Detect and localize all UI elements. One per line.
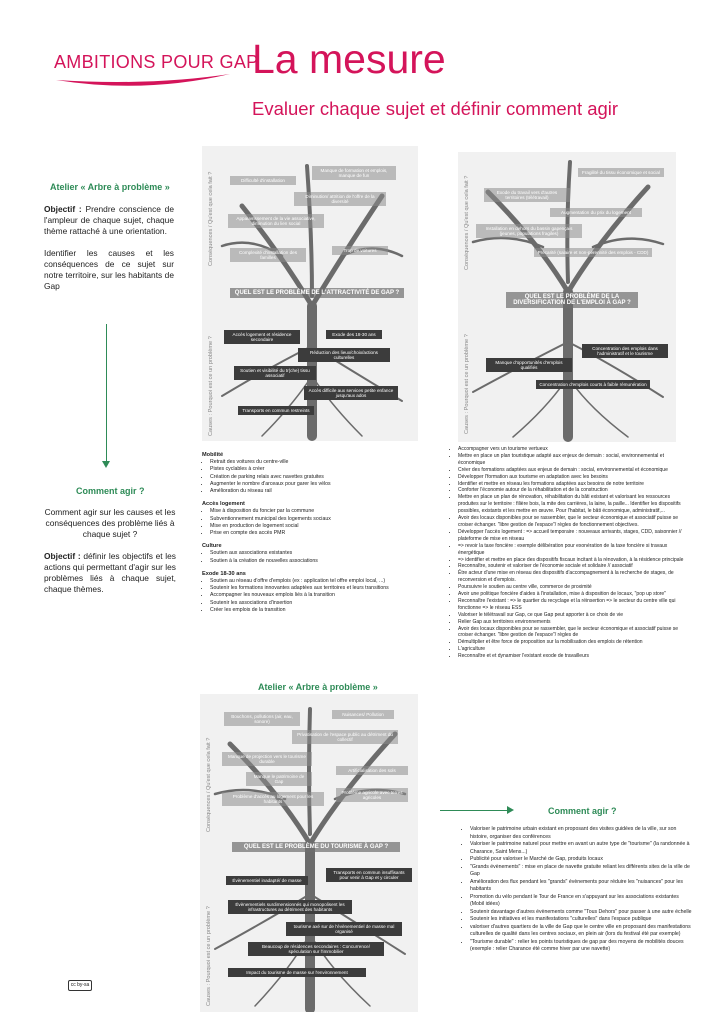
list-item: • Création de parking relais avec navettes gratuites <box>210 474 424 481</box>
list-item: • Relier Gap aux territoires environnements <box>458 619 684 626</box>
list-item: • Reconnaître, soutenir et valoriser de l'économie sociale et solidaire // associatif <box>458 563 684 570</box>
tree2-root: Concentration d'emplois courts à faible rémunération <box>536 380 650 389</box>
tree3-root: Impact du tourisme de masse sur l'environnement <box>228 968 366 977</box>
list-item: • "Tourisme durable" : relier les points touristiques de gap par des moyens de mobilités douces (exemple : relier Charance été comme hiver par une navette) <box>470 939 694 954</box>
tree1-leaf: Appauvrissement de la vie associative, diminution du lien social <box>228 214 324 228</box>
tree3-root: Transports en commun insuffisants pour venir à Gap et y circuler <box>326 868 412 882</box>
list-item: • Pistes cyclables à créer <box>210 466 424 473</box>
list-item: • Poursuivre le soutien au centre ville, commerce de proximité <box>458 584 684 591</box>
list-item: • Soutien à la création de nouvelles associations <box>210 558 424 565</box>
objectif2-bold: Objectif : <box>44 550 81 561</box>
tree3-root: Évènementiels surdimensionnés qui monopolisent les infrastructures au détriment des habitants <box>228 900 352 914</box>
tree2-root: Manque d'opportunités d'emplois qualifiés <box>486 358 572 372</box>
tree-emploi <box>458 152 676 442</box>
list-item: • Soutenir davantage d'autres évènements comme "Tous Dehors" pour passer à une autre échelle <box>470 909 694 917</box>
list-item: • "Grands évènements" : mise en place de navette gratuite reliant les différents sites de la ville de Gap <box>470 864 694 879</box>
objectif-block <box>44 204 174 302</box>
tree3-question: QUEL EST LE PROBLÈME DU TOURISME À GAP ? <box>232 842 400 852</box>
list-item: • Accompagner les nouveaux emplois liés à la transition <box>210 592 424 599</box>
tree3-leaf: Problème agricole avec terres agricoles <box>336 788 408 802</box>
list-item: • Amélioration du réseau rail <box>210 488 424 495</box>
tree1-leaf: Trop de voitures <box>332 246 388 255</box>
atelier-label: Atelier « Arbre à problème » <box>50 182 170 192</box>
list-item: • Valoriser le patrimoine urbain existant en proposant des visites guidées de la ville, sur son histoire, organiser des conférences <box>470 826 694 841</box>
identifier-text: Identifier les causes et les conséquences de ce sujet sur notre territoire, sur les habitants de Gap <box>44 247 174 292</box>
list-item: • Identifier et mettre en réseau les formations adaptées aux besoins de notre territoire <box>458 481 684 488</box>
list-item: • Soutenir les initiatives et les manifestations "culturelles" dans l'espace publique <box>470 916 694 924</box>
list-item: • Développer l'formation aux tourisme en adaptation avec les besoins <box>458 474 684 481</box>
tree3-leaf: Manque de projection vers le tourisme durable <box>222 752 312 766</box>
list-item: • Reconnaître et et dynamiser l'existant exode de travailleurs <box>458 653 684 660</box>
list-item: • Avoir des locaux disponibles pour se rassembler, que le secteur économique et associatif puisse se croiser échanger. "libre gestion de l'espace"/ règles de <box>458 626 684 640</box>
tree1-question: QUEL EST LE PROBLÈME DE L'ATTRACTIVITÉ DE GAP ? <box>230 288 404 298</box>
side-label-causes: Causes : Pourquoi est ce un problème ? <box>208 336 214 436</box>
list-item: • Conforter l'économie autour de la réhabilitation et de la construction <box>458 487 684 494</box>
tree1-leaf: Difficulté d'installation <box>230 176 296 185</box>
list-item: • Avoir une politique foncière d'aides à l'installation, mise à disposition de locaux, "pop up store" <box>458 591 684 598</box>
logo <box>54 52 259 94</box>
logo-text: AMBITIONS POUR GAP <box>54 52 259 72</box>
list-item: • Soutien au réseau d'offre d'emplois (ex : application tel offre emploi local, ...) <box>210 578 424 585</box>
swoosh-icon <box>54 72 234 90</box>
list-item: • => identifier et mettre en place des dispositifs fiscaux incitant à la rénovation, à la résidence principale <box>458 557 684 564</box>
tree2-leaf: Installation en dehors du bassin gapençais (jeunes, populations fragiles) <box>476 224 582 238</box>
tree3-root: Évènementiel inadapté/ de masse <box>226 876 308 885</box>
comment-agir-label-bottom: Comment agir ? <box>548 806 617 816</box>
section-heading: Exode 18-30 ans <box>202 570 246 577</box>
tree1-root: Soutien et visibilité du tr(che) tissu associatif <box>234 366 316 380</box>
list-item: • Créer des formations adaptées aux enjeux de demain : social, environnemental et économique <box>458 467 684 474</box>
tree3-leaf: Nuisances/ Pollution <box>332 710 394 719</box>
list-item: • Accompagner vers un tourisme vertueux <box>458 446 684 453</box>
tree2-leaf: Exode du travail vers d'autres territoires (télétravail) <box>484 188 570 202</box>
page-title: La mesure <box>252 36 446 82</box>
tree2-question: QUEL EST LE PROBLÈME DE LA DIVERSIFICATION DE L'EMPLOI À GAP ? <box>506 292 638 308</box>
tree1-leaf: Complexité d'installation des familles <box>230 248 306 262</box>
list-item: • Être acteur d'une mise en réseau des dispositifs d'accompagnement à la recherche de stages, de reconversion et d'emplois. <box>458 570 684 584</box>
tree2-leaf: Fragilité du tissu économique et social <box>578 168 664 177</box>
section-heading: Mobilité <box>202 452 224 458</box>
list-item: • Soutien aux associations existantes <box>210 550 424 557</box>
tree3-root: Beaucoup de résidences secondaires : Concurrence/ spéculation sur l'immobilier <box>248 942 384 956</box>
actions-list-emploi <box>450 446 684 666</box>
list-item: • Prise en compte des accès PMR <box>210 530 424 537</box>
arrow-right-icon <box>440 810 508 811</box>
list-item: • L'agriculture <box>458 646 684 653</box>
cc-license-badge: cc by-sa <box>68 980 92 991</box>
objectif-bold: Objectif : <box>44 204 82 214</box>
list-item: • Promotion du vélo pendant le Tour de France en s'appuyant sur les associations existantes (Mobil idées) <box>470 894 694 909</box>
arrow-down-icon <box>106 324 107 462</box>
list-item: • Retrait des voitures du centre-ville <box>210 459 424 466</box>
tree1-root: Transports en commun restreints <box>238 406 314 415</box>
side-label-causes: Causes : Pourquoi est ce un problème ? <box>464 334 470 434</box>
list-item: • Reconnaître l'existant : => le quartier du recyclage et la réinsertion => le secteur du centre ville qui fonctionne => le réseau ESS <box>458 598 684 612</box>
tree1-root: Accès difficile aux services petite enfance jusqu'aux ados <box>304 386 398 400</box>
tree3-root: tourisme axé sur de l'évènementiel de masse mal organisé <box>286 922 402 936</box>
list-item: • Amélioration des flux pendant les "grands" évènements pour réduire les "nuisances" pour les habitants <box>470 879 694 894</box>
section-heading: Culture <box>202 543 222 550</box>
page-subtitle: Evaluer chaque sujet et définir comment agir <box>252 98 619 119</box>
list-item: • Avoir des locaux disponibles pour se rassembler, que le secteur économique et associatif puisse se croiser échanger. "libre gestion de l'espace"/ règles de fonctionnement objectives. <box>458 515 684 529</box>
comment-block <box>44 507 176 605</box>
side-label-consequences: Conséquences / Qu'est que cela fait ? <box>206 737 212 832</box>
list-item: • Subventionnement municipal des logements sociaux <box>210 516 424 523</box>
tree2-leaf: Augmentation du prix du logement <box>550 208 642 217</box>
tree3-leaf: Manque le patrimoine de Gap <box>246 772 312 786</box>
side-label-consequences: Conséquences / Qu'est que cela fait ? <box>208 171 214 266</box>
side-label-causes: Causes : Pourquoi est ce un problème ? <box>206 906 212 1006</box>
list-item: • Mettre en place un plan touristique adapté aux enjeux de demain : social, environnemental et économique <box>458 453 684 467</box>
list-item: • => revoir la taxe foncière : exemple délibération pour exonération de la taxe foncière si travaux énergétique <box>458 543 684 557</box>
tree1-root: Réduction des lieux/choix/actions culturelles <box>298 348 390 362</box>
list-item: • Mise en production de logement social <box>210 523 424 530</box>
side-label-consequences: Conséquences / Qu'est que cela fait ? <box>464 175 470 270</box>
list-item: • Augmenter le nombre d'arceaux pour garer les vélos <box>210 481 424 488</box>
objectif-text: Prendre conscience de l'ampleur de chaque sujet, chaque thème rattaché à une orientation. <box>44 204 175 237</box>
comment-agir-label: Comment agir ? <box>76 486 145 496</box>
list-item: • Démultiplier et être force de proposition sur la mobilisation des emplois de rétention <box>458 639 684 646</box>
tree1-root: Exode des 18-30 ans <box>326 330 382 339</box>
atelier-label-bottom: Atelier « Arbre à problème » <box>258 682 378 692</box>
list-item: • Mettre en place un plan de rénovation, réhabilitation du bâti existant et valorisant les ressources produites sur le territoire : filière bois, la mite des carrières, la laine, la paille... Identifier les dispositifs possibles, existants et les mettre en œuvre. Pour l'habitat, le bâti économique, administratif,... <box>458 494 684 515</box>
tree3-leaf: Problème d'accès au logement pour les habitants <box>222 792 324 806</box>
list-item: • Publicité pour valoriser le Marché de Gap, produits locaux <box>470 856 694 864</box>
tree2-root: Concentration des emplois dans l'administratif et le tourisme <box>582 344 668 358</box>
list-item: • Mise à disposition du foncier par la commune <box>210 508 424 515</box>
tree-tourisme <box>200 694 418 1012</box>
tree3-leaf: Privatisation de l'espace public au détriment du collectif <box>292 730 398 744</box>
list-item: • valoriser d'autres quartiers de la ville de Gap que le centre ville en proposant des manifestations culturelles de qualité dans les centres sociaux, en plein air (lors du festival été par exemple) <box>470 924 694 939</box>
actions-list-attractivite <box>202 452 424 620</box>
tree-attractivite <box>202 146 418 441</box>
tree3-leaf: Artificialisation des sols <box>336 766 408 775</box>
tree3-leaf: Bouchons, pollutions (air, eau, sonore) <box>224 712 300 726</box>
list-item: • Développer l'accès logement : => accueil temporaire : nouveaux arrivants, stages, CDD, saisonnier // plateforme de mise en réseau <box>458 529 684 543</box>
tree1-leaf: Diminution/ attrition de l'offre de la diversité <box>294 192 386 206</box>
list-item: • Soutenir les associations d'insertion <box>210 600 424 607</box>
objectif2-text: définir les objectifs et les actions qui permettant d'agir sur les problèmes liés à chaque sujet, chaque thèmes. <box>44 550 176 595</box>
list-item: • Valoriser le patrimoine naturel pour mettre en avant un autre type de "tourisme" (la randonnée à Charance, Saint Mens...) <box>470 841 694 856</box>
tree2-leaf: Précarité (salaire et non-pérennité des emplois - CDD) <box>534 248 652 257</box>
actions-list-tourisme <box>462 826 694 960</box>
list-item: • Valoriser le télétravail sur Gap, ce que Gap peut apporter à ce choix de vie <box>458 612 684 619</box>
comment-text: Comment agir sur les causes et les conséquences des problème liés à chaque sujet ? <box>44 507 176 540</box>
tree1-root: Accès logement et résidence secondaire <box>224 330 300 344</box>
list-item: • Soutenir les formations innovantes adaptées aux territoires et leurs transitions <box>210 585 424 592</box>
list-item: • Créer les emplois de la transition <box>210 607 424 614</box>
tree1-leaf: Manque de formation et emplois, manque de fun <box>312 166 396 180</box>
section-heading: Accès logement <box>202 501 245 508</box>
